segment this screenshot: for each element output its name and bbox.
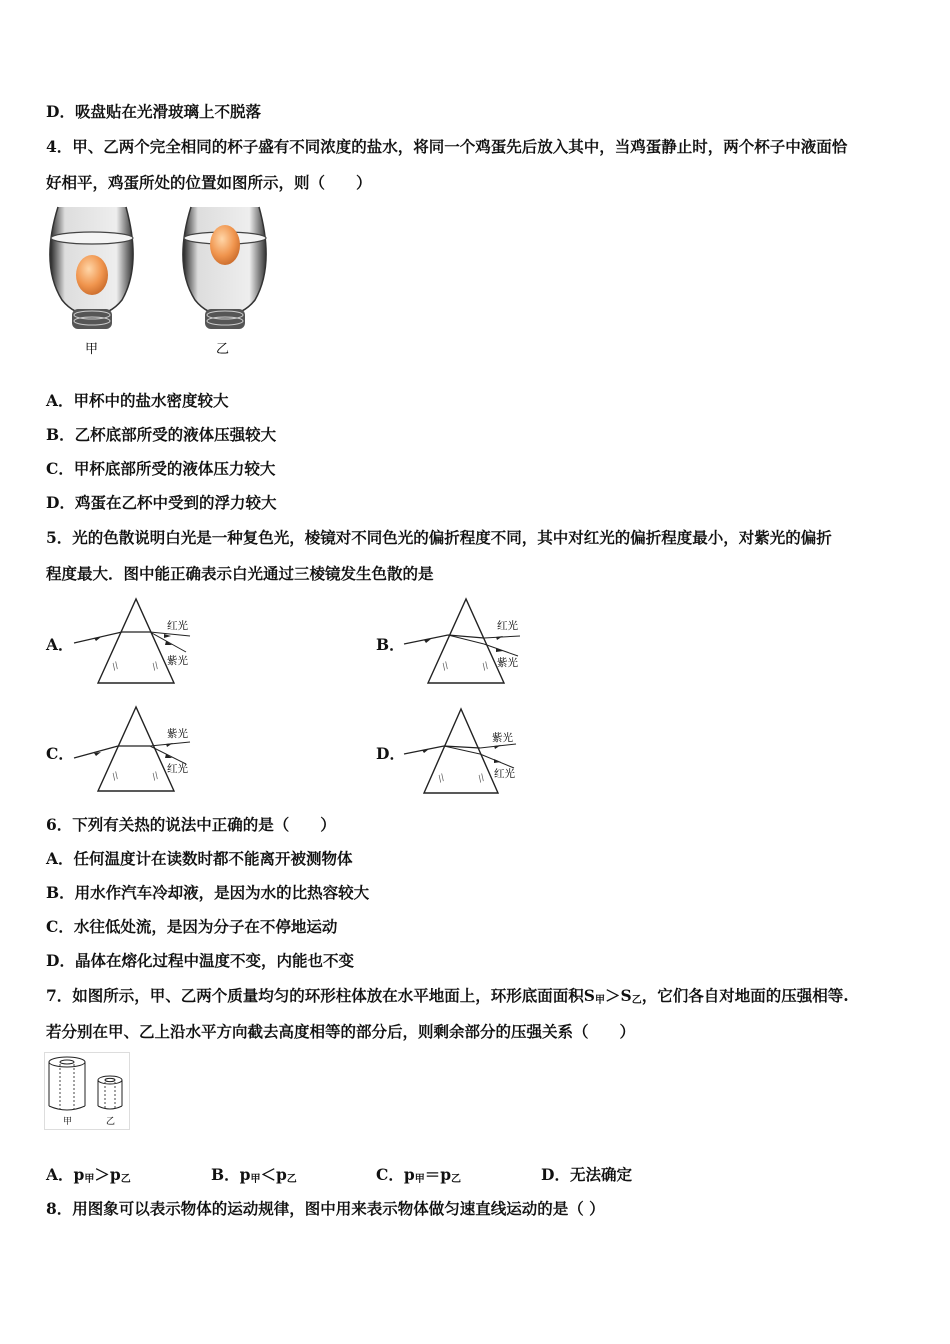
q6-option-b: B．用水作汽车冷却液，是因为水的比热容较大 [46,883,370,902]
svg-text://: // [440,660,451,673]
cylinder-yi [98,1076,122,1109]
cup-jia [50,207,133,329]
q5-stem-line1: 5．光的色散说明白光是一种复色光，棱镜对不同色光的偏折程度不同，其中对红光的偏折程度最小，对紫光的偏折 [46,528,832,547]
q5-prism-d [398,704,528,796]
q7-ring-cylinders-figure [44,1052,130,1130]
q4-option-c: C．甲杯底部所受的液体压力较大 [46,459,276,478]
svg-text://: // [150,660,161,673]
q7-fig-label-jia: 甲 [63,1117,73,1127]
q6-option-d: D．晶体在熔化过程中温度不变，内能也不变 [46,951,354,970]
q6-option-c: C．水往低处流，是因为分子在不停地运动 [46,917,338,936]
q7-option-c: C．$p_甲=p_乙$ [376,1165,462,1185]
q6-stem: 6．下列有关热的说法中正确的是（ ） [46,815,336,834]
svg-text://: // [436,772,447,785]
q5b-violet-label: 紫光 [497,657,518,669]
cylinder-jia [49,1057,85,1110]
q7-stem-line1: 7．如图所示，甲、乙两个质量均匀的环形柱体放在水平地面上，环形底面面积$S_甲>S_乙$，它们各自对地面的压强相等. [46,986,849,1006]
q3-option-d: D．吸盘贴在光滑玻璃上不脱落 [46,102,261,121]
q4-fig-label-yi: 乙 [216,342,230,357]
cup-yi [183,207,266,329]
q5d-red-label: 红光 [494,768,515,780]
q5-option-c: C． [46,744,74,763]
q7-fig-label-yi: 乙 [106,1117,116,1127]
q5-stem-line2: 程度最大．图中能正确表示白光通过三棱镜发生色散的是 [46,564,434,583]
svg-text://: // [150,770,161,783]
q4-stem-line2: 好相平，鸡蛋所处的位置如图所示，则（ ） [46,173,372,192]
q7-option-a: A．$p_甲>p_乙$ [46,1165,131,1185]
q5-option-a: A． [46,635,74,654]
q7-stem-line2: 若分别在甲、乙上沿水平方向截去高度相等的部分后，则剩余部分的压强关系（ ） [46,1022,636,1041]
svg-text://: // [480,660,491,673]
q5-prism-c [68,704,198,796]
svg-text://: // [476,772,487,785]
q4-egg-cups-figure [44,205,284,360]
egg-yi [210,225,240,265]
q5a-red-label: 红光 [167,620,188,632]
q6-option-a: A．任何温度计在读数时都不能离开被测物体 [46,849,353,868]
q8-stem: 8．用图象可以表示物体的运动规律，图中用来表示物体做匀速直线运动的是（ ） [46,1199,605,1218]
q5b-red-label: 红光 [497,620,518,632]
q5-prism-a [68,596,198,688]
q4-stem-line1: 4．甲、乙两个完全相同的杯子盛有不同浓度的盐水，将同一个鸡蛋先后放入其中，当鸡蛋静止时，两个杯子中液面恰 [46,137,848,156]
q5-option-d: D． [376,744,405,763]
q5d-violet-label: 紫光 [492,732,513,744]
q7-option-b: B．$p_甲<p_乙$ [211,1165,297,1185]
svg-text://: // [110,660,121,673]
egg-jia [76,255,108,295]
q4-option-b: B．乙杯底部所受的液体压强较大 [46,425,277,444]
q5a-violet-label: 紫光 [167,655,188,667]
q5c-violet-label: 紫光 [167,728,188,740]
q4-option-a: A．甲杯中的盐水密度较大 [46,391,229,410]
q5-prism-b [398,596,528,688]
q4-fig-label-jia: 甲 [85,342,99,357]
svg-text://: // [110,770,121,783]
q4-option-d: D．鸡蛋在乙杯中受到的浮力较大 [46,493,277,512]
q5c-red-label: 红光 [167,763,188,775]
q5-option-b: B． [376,635,405,654]
q7-option-d: D．无法确定 [541,1165,632,1184]
